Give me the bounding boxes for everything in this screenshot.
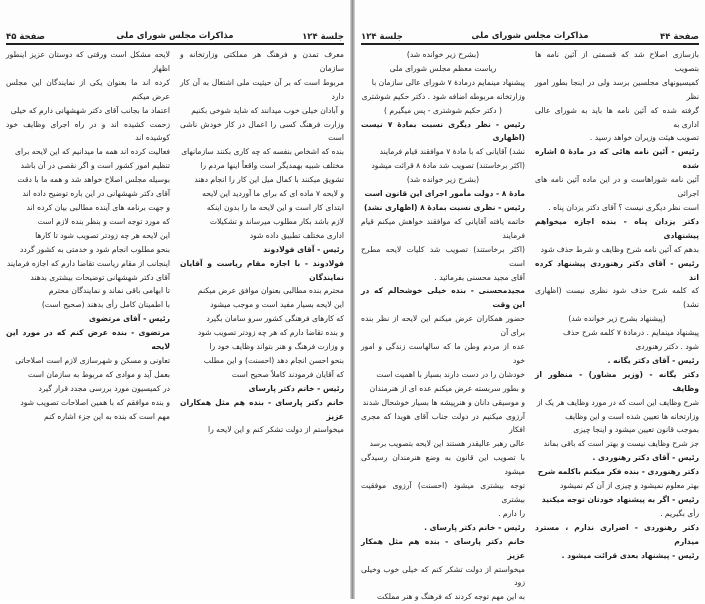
text-line: اداری مختلف تطبیق داده شود bbox=[249, 230, 344, 240]
text-line: که کارهای فرهنگی کشور سرو سامان بگیرد bbox=[206, 314, 344, 324]
text-line: عده از مردم وطن ما که سالهاست زندگی و امور خود bbox=[361, 342, 525, 365]
speaker-line: فولادوند - با اجازه مقام ریاست و آقایان نمایندگان bbox=[180, 258, 344, 282]
text-line: این لایحه بسیار مفید است و موجب میشود bbox=[210, 300, 344, 310]
text-line: خودشان را در دست دارند بسیار با اهمیت است bbox=[376, 369, 525, 379]
text-line: بوسیله مجلس اصلاح خواهد شد و همه ما با دقت bbox=[17, 175, 170, 185]
text-line: بنحو مطلوب انجام شود و خدمتی به کشور گردد bbox=[20, 244, 170, 254]
text-line: رأی بگیریم . bbox=[660, 508, 699, 518]
right-page bbox=[355, 0, 705, 602]
speaker-line: رئیس - آقای دکتر رهنوردی پیشنهاد کرده اند bbox=[535, 258, 699, 282]
text-line: و وزارت فرهنگ و هنر بتواند وظایف خود را bbox=[209, 342, 344, 352]
header-title: مذاکرات مجلس شورای ملی bbox=[471, 31, 589, 41]
text-line: تعاونی و مسکن و شهرسازی لازم است اصلاحاتی bbox=[15, 355, 170, 365]
speaker-line: رئیس - نظری نسبت بمادهٔ ۸ (اظهاری نشد) bbox=[363, 202, 525, 212]
page-header bbox=[361, 28, 699, 45]
speaker-line: دکتر یگانه - (وزیر مشاور) - منظور از وظایف bbox=[535, 369, 699, 393]
speaker-line: رئیس - آقای مرتضوی bbox=[88, 314, 170, 324]
text-line: اعتماد ما بجانب آقای دکتر شهشهانی دارم که خیلی bbox=[10, 105, 170, 115]
page-number: صفحة ۴۴ bbox=[660, 32, 699, 42]
text-line: محترم بنده مطالبی بعنوان موافق عرض میکنم bbox=[197, 286, 344, 296]
text-line: خاتمه یافته آقایانی که موافقند خواهش میکنم قیام فرمایند bbox=[361, 216, 525, 240]
speaker-line: رئیس - آقای فولادوند bbox=[263, 244, 344, 254]
text-line: لایحه مشکل است ورقتی که دوستان عزیز اینطور اظهار bbox=[6, 50, 170, 73]
text-line: به این مهم توجه کردند که فرهنگ و هنر مملکت bbox=[377, 592, 525, 602]
speaker-line: مرتضوی - بنده عرض کنم که در مورد این لایحه bbox=[6, 328, 170, 352]
text-line: بموجب قانون تعیین میشود و اینجا چیزی bbox=[573, 425, 699, 435]
text-line: (بشرح زیر خوانده شد) bbox=[406, 50, 480, 59]
text-line: لازم باشد بکار مطلوب میرساند و تشکیلات bbox=[209, 216, 344, 226]
text-line: (پیشنهاد بشرح زیر خوانده شد) bbox=[568, 314, 666, 324]
text-line: زحمت کشیده اند و در راه اجرای وظایف خود کوشیده اند bbox=[6, 119, 170, 143]
text-line: ریاست معظم مجلس شورای ملی bbox=[389, 63, 497, 73]
speaker-line: دکتر یزدان پناه - بنده اجازه میخواهم پیشنهادی bbox=[535, 216, 699, 240]
text-column-right bbox=[180, 48, 344, 595]
text-line: فعالیت کرده اند همه ما میدانیم که این لایحه برای bbox=[15, 147, 170, 157]
text-line: شرح وظایف این است که در مورد وظایف هر یک از bbox=[536, 397, 699, 407]
text-line: بنده که اشخاص بنفسه که چه کاری بکنند سازمانهای bbox=[181, 147, 344, 157]
text-line: که مورد توجه است و بنظر بنده لازم است bbox=[37, 216, 170, 226]
text-line: میخواستم از دولت تشکر کنم که خیلی خوب وخیلی زود bbox=[361, 564, 525, 588]
speaker-line: دکتر رهنوردی - اصراری ندارم ، مسترد میدارم bbox=[535, 522, 699, 546]
text-line: این لایحه هر چه زودتر تصویب شود تا کارها bbox=[35, 230, 170, 240]
session-number: جلسة ۱۲۴ bbox=[361, 32, 403, 42]
text-line: نشد) آقایانی که با مادهٔ ۷ موافقند قیام فرمایند bbox=[379, 147, 525, 157]
text-line: و بنده موافقم که با همین اصلاحات تصویب شود bbox=[20, 397, 170, 407]
text-line: تشویق میکنند با کمال میل این کار را انجام دهند bbox=[194, 175, 344, 185]
text-line: بعمل آید و موادی که مربوط به سازمان است bbox=[28, 369, 170, 379]
text-line: آقای مجید محسنی بفرمائید . bbox=[434, 272, 525, 282]
text-line: آقای دکتر شهشهانی توضیحات بیشتری بدهند bbox=[30, 272, 170, 282]
text-line: تنظیم امور کشور است و اگر نقصی در آن باشد bbox=[20, 161, 170, 171]
text-line: جز شرح وظایف نیست و بهتر است که باقی بماند bbox=[543, 439, 699, 449]
text-line: بدهم که آئین نامه شرح وظایف و شرط حذف شود bbox=[540, 244, 699, 254]
text-line: و موسیقی دانان و هنرپیشه ها بسیار خوشحال شدند bbox=[362, 397, 525, 407]
speaker-line: رئیس - آقای دکتر رهنوردی . bbox=[592, 453, 699, 463]
text-line: و جهت برنامه های آینده مطالبی بیان کرده اند bbox=[26, 202, 170, 212]
text-line: در کمیسیون مورد بررسی مجدد قرار گیرد bbox=[38, 383, 170, 393]
text-line: شود . دکتر رهنوردی bbox=[635, 342, 699, 352]
text-line: که آقایان فرمودند کاملاً صحیح است bbox=[231, 369, 344, 379]
text-line: و لایحه ۷ ماده ای که برای ما آوردید این لایحه bbox=[202, 189, 344, 199]
text-line: حضور همکاران عرض میکنم این لایحه از نظر بنده برای آن bbox=[361, 314, 525, 338]
text-line: (اکثر برخاستند) تصویب شد کلیات لایحه مطرح است bbox=[361, 244, 525, 268]
text-line: معرف تمدن و فرهنگ هر مملکتی وزارتخانه و سازمان bbox=[180, 50, 344, 73]
text-line: ابتدای کار است و این لایحه ما را بدون اینکه bbox=[206, 202, 344, 212]
speaker-line: خانم دکتر پارسای - بنده هم مثل همکاران عزیز bbox=[180, 397, 344, 421]
speaker-line: رئیس - خانم دکتر پارسای . bbox=[424, 522, 525, 532]
text-line: بهتر معلوم نمیشود و چیزی از آن کم نمیشود bbox=[560, 481, 699, 491]
text-line: را دارم . bbox=[498, 508, 525, 518]
text-line: آئین نامه شوراهاست و در این ماده آئین نامه های اجرائی bbox=[535, 175, 699, 199]
speaker-line: مجیدمحسنی - بنده خیلی خوشحالم که در این وقت bbox=[361, 286, 525, 310]
text-line: با تصویب این قانون به وضع هنرمندان رسیدگی میشود bbox=[361, 453, 525, 477]
text-line: میخواستم از دولت تشکر کنم و این لایحه را bbox=[207, 425, 344, 435]
page-header bbox=[6, 28, 344, 45]
text-line: وزارت فرهنگ کسی را اعمال در کار خودش ناشی است bbox=[180, 119, 344, 143]
speaker-line: رئیس - نظر دیگری نسبت بمادهٔ ۷ نیست (اظهاری bbox=[361, 119, 525, 143]
text-line: وزارتخانه مربوطه اضافه شود . دکتر حکیم شوشتری bbox=[361, 91, 525, 101]
speaker-line: خانم دکتر پارسای - بنده هم مثل همکار عزیز bbox=[361, 536, 525, 560]
text-line: کرده اند ما بعنوان یکی از نمایندگان این مجلس عرض میکنم bbox=[6, 77, 170, 101]
text-line: آقای دکتر شهشهانی در این باره توضیح داده اند bbox=[22, 189, 170, 199]
text-line: ( دکتر حکیم شوشتری - پس میگیرم ) bbox=[384, 105, 502, 115]
header-title: مذاکرات مجلس شورای ملی bbox=[116, 31, 234, 41]
text-line: که کلمه شرح حذف شود نظری نیست (اظهاری نشد) bbox=[535, 286, 699, 310]
speaker-line: رئیس - پیشنهاد بعدی قرائت میشود . bbox=[561, 550, 699, 560]
text-line: مربوط است که بر آن حیثیت ملی اشتغال به آن کار دارد bbox=[180, 77, 344, 101]
page-number: صفحة ۴۵ bbox=[6, 32, 45, 42]
session-number: جلسة ۱۲۴ bbox=[302, 32, 344, 42]
text-line: بنحو احسن انجام دهد (احسنت) و این مطلب bbox=[203, 355, 344, 365]
text-line: و آبادان خیلی خوب میدانند که شاید شوخی بکنیم bbox=[191, 105, 344, 115]
text-column-right bbox=[535, 48, 699, 595]
text-line: پیشنهاد مینمایم درمادهٔ ۷ شورای عالی سازمان با bbox=[371, 77, 525, 87]
speaker-line: دکتر رهنوردی - بنده فکر میکنم باکلمه شرح bbox=[537, 467, 699, 477]
text-line: توجه بیشتری میشود (احسنت) آرزوی موفقیت بیشتری bbox=[361, 481, 525, 504]
text-line: پیشنهاد مینمایم . درمادهٔ ۷ کلمه شرح حذف bbox=[563, 328, 699, 338]
text-line: (بشرح زیر خوانده شد) bbox=[406, 175, 480, 185]
speaker-line: رئیس - آقای دکتر یگانه . bbox=[607, 355, 699, 365]
text-line: مختلف شبیه بهمدیگر است واقعاً اینها مردم را bbox=[200, 161, 344, 171]
text-line: و بطور سربسته عرض میکنم عده ای از هنرمندان bbox=[369, 383, 525, 393]
text-line: مهم است که بنده به این جزء اشاره کنم bbox=[44, 411, 170, 421]
text-line: کمیسیونهای مجلسین برسد ولی در اینجا بطور امور نظر bbox=[535, 77, 699, 101]
text-line: تا ابهامی باقی نماند و نمایندگان محترم bbox=[48, 286, 170, 296]
text-line: آرزوی میکنیم در دولت جناب آقای هویدا که مجری افکار bbox=[361, 411, 525, 435]
text-line: گرفته شده که آئین نامه ها باید به شورای عالی اداری به bbox=[535, 105, 699, 129]
speaker-line: رئیس - آئین نامه هائی که در مادهٔ ۵ اشاره شده bbox=[535, 147, 699, 171]
speaker-line: رئیس - خانم دکتر پارسای bbox=[248, 383, 344, 393]
speaker-line: رئیس - اگر به پیشنهاد خودتان توجه میکنید bbox=[541, 495, 699, 504]
speaker-line: مادهٔ ۸ - دولت مأمور اجرای این قانون است bbox=[364, 189, 525, 199]
text-line: بازسازی اصلاح شد که قسمتی از آئین نامه ها بتصویب bbox=[535, 50, 699, 73]
text-line: عالی رهبر عالیقدر هستند این لایحه بتصویب برسد bbox=[369, 439, 525, 449]
text-line: تصویب هیئت وزیران خواهد رسید . bbox=[589, 133, 699, 143]
text-line: و بنده تقاضا دارم که هر چه زودتر تصویب شود bbox=[197, 328, 344, 338]
text-column-left bbox=[361, 48, 525, 602]
text-line: با اطمینان کامل رأی بدهند (صحیح است) bbox=[41, 300, 170, 310]
left-page bbox=[0, 0, 350, 599]
text-column-left bbox=[6, 48, 170, 595]
text-line: اینجانب از مقام ریاست تقاضا دارم که اجازه فرمایند bbox=[6, 258, 170, 268]
text-line: (اکثر برخاستند) تصویب شد مادهٔ ۸ قرائت میشود bbox=[371, 161, 525, 171]
text-line: وزارتخانه ها تعیین شده است و این وظایف bbox=[565, 411, 699, 421]
text-line: است نظر دیگری نیست ؟ آقای دکتر یزدان پناه . bbox=[548, 202, 699, 212]
